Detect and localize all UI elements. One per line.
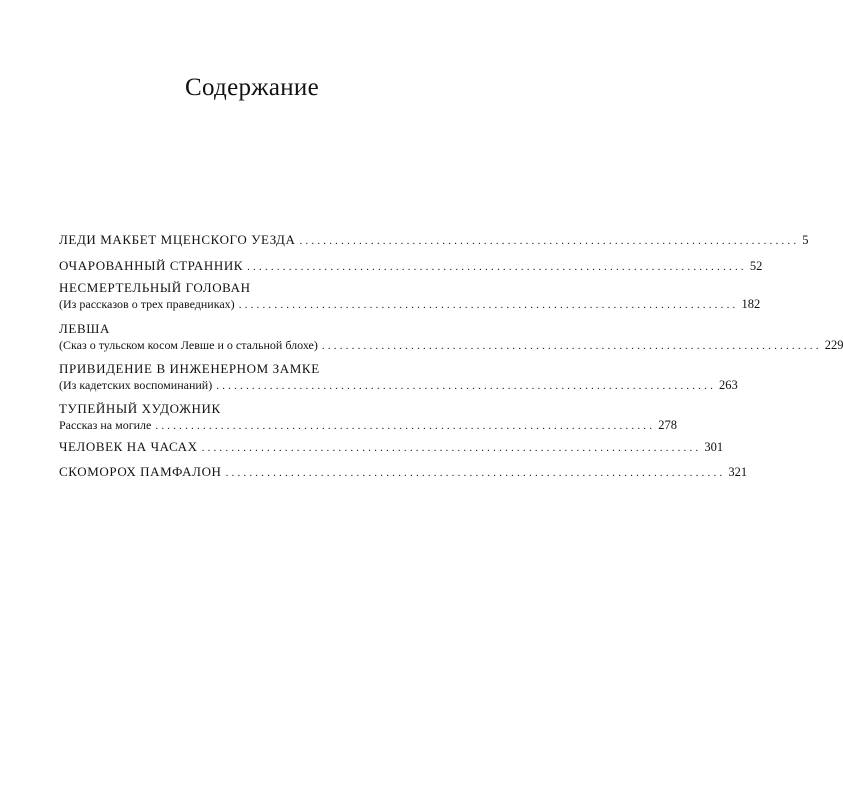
- entry-subtitle: Рассказ на могиле: [59, 418, 152, 432]
- page-number: 263: [719, 378, 738, 392]
- dot-leader: ....................................................................................: [201, 442, 702, 454]
- page-number: 182: [741, 297, 761, 311]
- toc-entry[interactable]: [59, 279, 761, 314]
- entry-title: ПРИВИДЕНИЕ В ИНЖЕНЕРНОМ ЗАМКЕ: [59, 361, 320, 376]
- dot-leader: ....................................................................................: [238, 299, 739, 311]
- dot-leader: ....................................................................................: [225, 467, 726, 479]
- toc-entry[interactable]: [59, 400, 677, 435]
- toc-entry[interactable]: [59, 463, 748, 482]
- entry-subtitle: (Из рассказов о трех праведниках): [59, 297, 235, 311]
- toc-entry[interactable]: [59, 231, 809, 250]
- page-number: 5: [802, 233, 809, 247]
- toc-entry[interactable]: [59, 320, 843, 355]
- page-number: 52: [749, 259, 763, 273]
- entry-subtitle: (Из кадетских воспоминаний): [59, 378, 213, 392]
- page-number: 321: [728, 465, 748, 479]
- entry-title: ЛЕВША: [59, 321, 110, 336]
- dot-leader: ....................................................................................: [216, 380, 717, 392]
- page-number: 301: [704, 440, 724, 454]
- page-title: Содержание: [185, 74, 319, 101]
- dot-leader: ....................................................................................: [321, 340, 822, 352]
- entry-title: НЕСМЕРТЕЛЬНЫЙ ГОЛОВАН: [59, 280, 251, 295]
- entry-title: ЧЕЛОВЕК НА ЧАСАХ: [59, 439, 198, 454]
- entry-title: ЛЕДИ МАКБЕТ МЦЕНСКОГО УЕЗДА: [59, 232, 296, 247]
- entry-title: ТУПЕЙНЫЙ ХУДОЖНИК: [59, 401, 221, 416]
- toc-entry[interactable]: [59, 257, 763, 276]
- dot-leader: ....................................................................................: [155, 420, 656, 432]
- entry-subtitle: (Сказ о тульском косом Левше и о стальной блохе): [59, 338, 318, 352]
- entry-title: СКОМОРОХ ПАМФАЛОН: [59, 464, 222, 479]
- toc-entry[interactable]: [59, 360, 738, 395]
- toc-entry[interactable]: [59, 438, 724, 457]
- dot-leader: ....................................................................................: [299, 235, 800, 247]
- page-number: 278: [658, 418, 677, 432]
- dot-leader: ....................................................................................: [247, 261, 747, 273]
- entry-title: ОЧАРОВАННЫЙ СТРАННИК: [59, 258, 244, 273]
- page-number: 229: [824, 338, 843, 352]
